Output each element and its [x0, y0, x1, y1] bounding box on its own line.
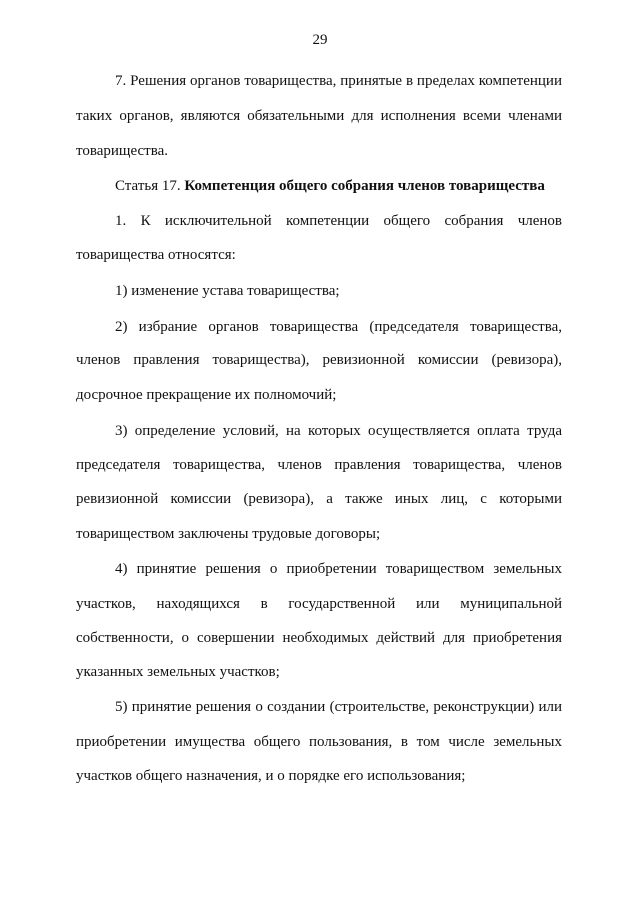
subitem-5-line-1: 5) принятие решения о создании (строительстве, реконструкции) или [115, 699, 562, 715]
paragraph-7-line-3: товарищества. [76, 143, 169, 159]
subitem-3-line-2: председателя товарищества, членов правления товарищества, членов [76, 457, 562, 473]
page-number: 29 [312, 32, 328, 48]
subitem-2-line-2: членов правления товарищества), ревизионной комиссии (ревизора), [76, 352, 562, 368]
item-1-line-2: товарищества относятся: [76, 247, 236, 263]
paragraph-7-line-2: таких органов, являются обязательными для исполнения всеми членами [76, 108, 562, 124]
subitem-3-line-4: товариществом заключены трудовые договоры; [76, 526, 381, 542]
article-heading [115, 177, 562, 195]
subitem-3-line-1: 3) определение условий, на которых осуществляется оплата труда [115, 423, 562, 439]
article-label: Статья 17. [115, 178, 181, 194]
subitem-5-line-3: участков общего назначения, и о порядке его использования; [76, 768, 466, 784]
subitem-2-line-1: 2) избрание органов товарищества (председателя товарищества, [115, 319, 562, 335]
paragraph-7-line-1: 7. Решения органов товарищества, принятые в пределах компетенции [115, 73, 562, 89]
item-1-line-1: 1. К исключительной компетенции общего собрания членов [115, 213, 562, 229]
subitem-4-line-1: 4) принятие решения о приобретении товариществом земельных [115, 561, 562, 577]
subitem-4-line-3: собственности, о совершении необходимых действий для приобретения [76, 630, 562, 646]
subitem-4-line-2: участков, находящихся в государственной или муниципальной [76, 596, 562, 612]
subitem-3-line-3: ревизионной комиссии (ревизора), а также иных лиц, с которыми [76, 491, 562, 507]
subitem-1-line-1: 1) изменение устава товарищества; [115, 283, 340, 299]
article-title: Компетенция общего собрания членов товарищества [184, 178, 545, 194]
subitem-2-line-3: досрочное прекращение их полномочий; [76, 387, 337, 403]
subitem-4-line-4: указанных земельных участков; [76, 664, 280, 680]
subitem-5-line-2: приобретении имущества общего пользования, в том числе земельных [76, 734, 562, 750]
